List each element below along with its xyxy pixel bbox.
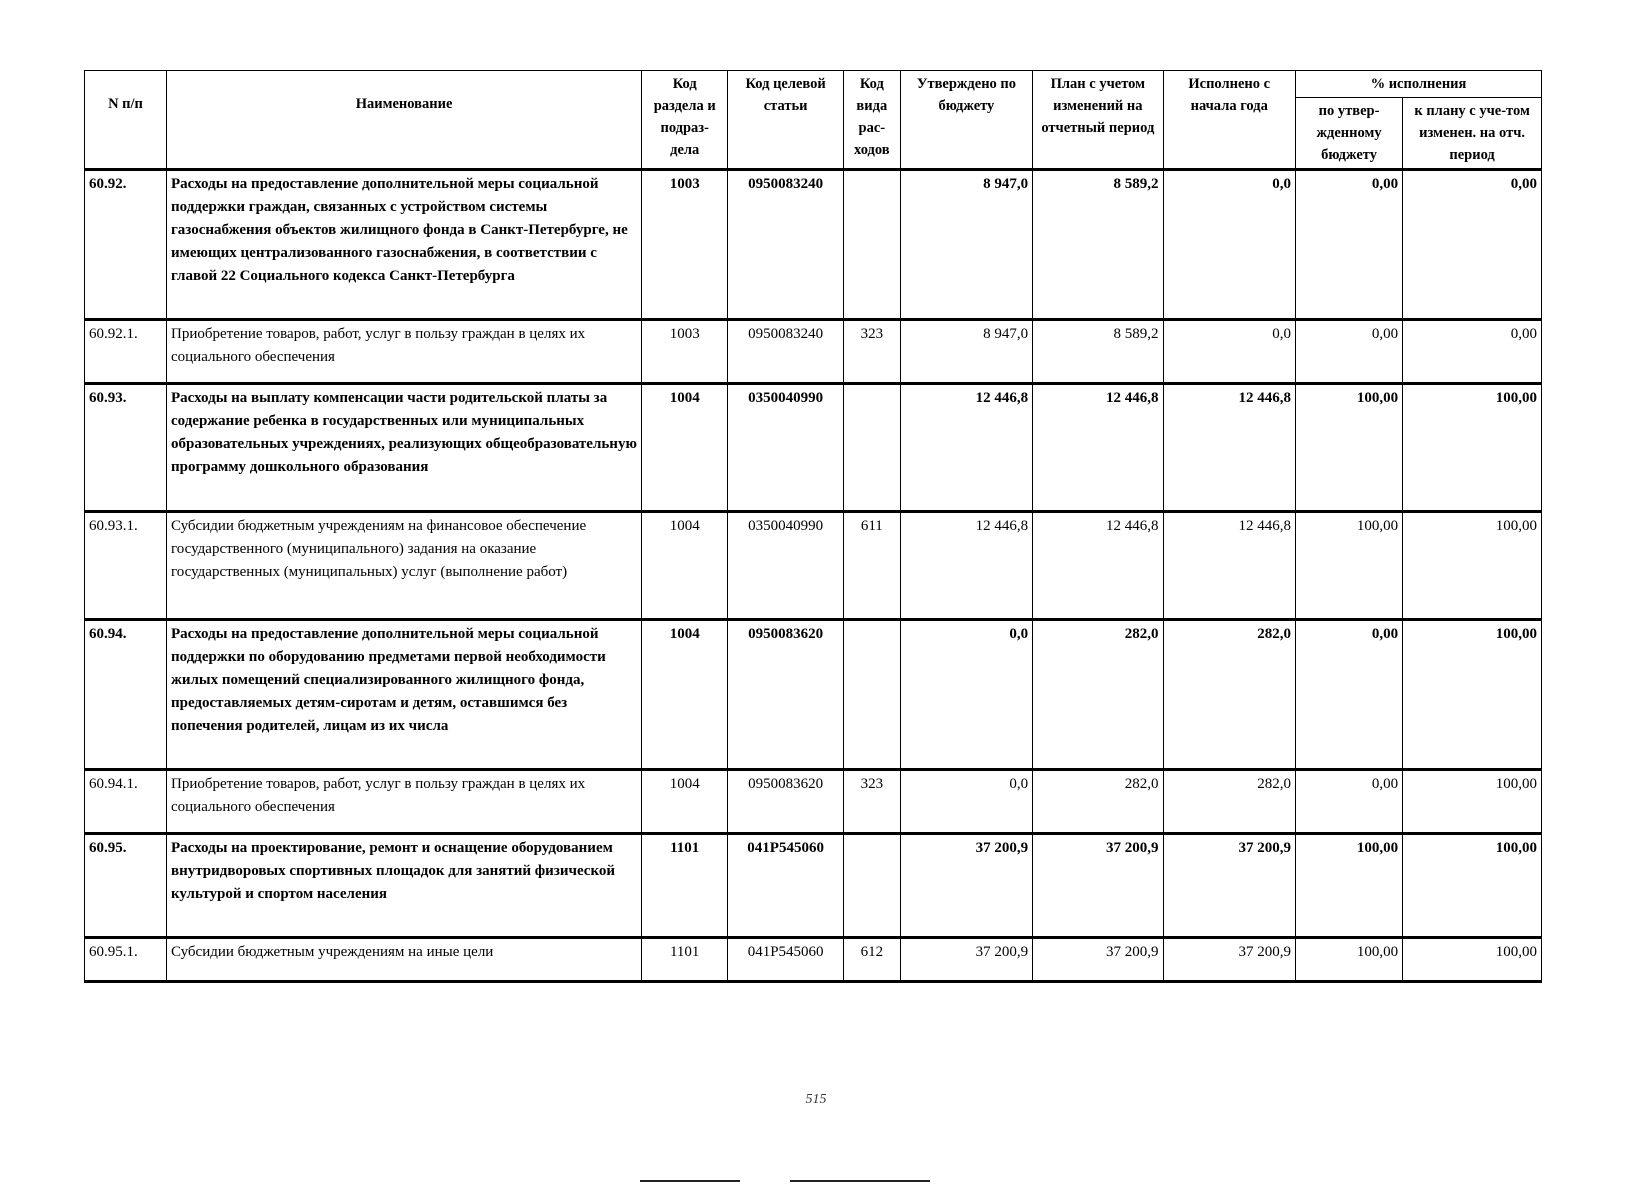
row-target-code: 041P545060 [728,938,844,982]
row-expense-type: 323 [843,320,900,384]
row-name: Приобретение товаров, работ, услуг в пользу граждан в целях их социального обеспечения [166,320,641,384]
row-approved: 8 947,0 [900,170,1032,320]
row-id: 60.95. [85,834,167,938]
header-approved: Утверждено по бюджету [900,71,1032,170]
row-section-code: 1004 [642,770,728,834]
header-target-code: Код целевой статьи [728,71,844,170]
row-plan: 8 589,2 [1033,170,1163,320]
row-pct-approved: 0,00 [1295,770,1402,834]
row-approved: 0,0 [900,620,1032,770]
row-expense-type [843,834,900,938]
row-pct-approved: 0,00 [1295,320,1402,384]
row-target-code: 0950083240 [728,320,844,384]
table-row [85,320,1542,384]
footer-rule [640,1180,740,1182]
table-row [85,384,1542,512]
budget-execution-table [84,70,1542,983]
row-pct-plan: 100,00 [1403,620,1542,770]
row-plan: 8 589,2 [1033,320,1163,384]
row-approved: 8 947,0 [900,320,1032,384]
row-section-code: 1004 [642,512,728,620]
row-id: 60.95.1. [85,938,167,982]
row-expense-type: 323 [843,770,900,834]
row-pct-plan: 100,00 [1403,938,1542,982]
row-plan: 282,0 [1033,770,1163,834]
row-approved: 12 446,8 [900,512,1032,620]
page-number: 515 [805,1092,827,1107]
row-plan: 37 200,9 [1033,938,1163,982]
table-row [85,938,1542,982]
row-name: Субсидии бюджетным учреждениям на иные цели [166,938,641,982]
row-executed: 37 200,9 [1163,938,1295,982]
row-executed: 12 446,8 [1163,384,1295,512]
row-pct-plan: 100,00 [1403,384,1542,512]
row-target-code: 0950083240 [728,170,844,320]
row-pct-approved: 100,00 [1295,938,1402,982]
row-name: Расходы на предоставление дополнительной меры социальной поддержки по оборудованию предметами первой необходимости жилых помещений специализированного жилищного фонда, предоставляемых детям-сиротам и детям, оставшимся без попечения родителей, лицам из их числа [166,620,641,770]
row-target-code: 0950083620 [728,620,844,770]
row-expense-type [843,384,900,512]
table-row [85,170,1542,320]
row-name: Расходы на выплату компенсации части родительской платы за содержание ребенка в государственных или муниципальных образовательных учреждениях, реализующих общеобразовательную программу дошкольного образования [166,384,641,512]
row-approved: 0,0 [900,770,1032,834]
header-executed: Исполнено с начала года [1163,71,1295,170]
row-id: 60.93.1. [85,512,167,620]
row-expense-type [843,620,900,770]
row-name: Расходы на проектирование, ремонт и оснащение оборудованием внутридворовых спортивных площадок для занятий физической культурой и спортом населения [166,834,641,938]
row-target-code: 0350040990 [728,512,844,620]
row-section-code: 1004 [642,384,728,512]
row-executed: 12 446,8 [1163,512,1295,620]
row-expense-type [843,170,900,320]
header-plan: План с учетом изменений на отчетный период [1033,71,1163,170]
row-section-code: 1003 [642,320,728,384]
row-approved: 37 200,9 [900,834,1032,938]
budget-table-container [84,70,1542,983]
row-executed: 282,0 [1163,620,1295,770]
row-plan: 282,0 [1033,620,1163,770]
row-pct-approved: 100,00 [1295,512,1402,620]
row-approved: 37 200,9 [900,938,1032,982]
header-npp: N п/п [85,71,167,170]
row-name: Субсидии бюджетным учреждениям на финансовое обеспечение государственного (муниципального) задания на оказание государственных (муниципальных) услуг (выполнение работ) [166,512,641,620]
row-target-code: 0950083620 [728,770,844,834]
row-id: 60.93. [85,384,167,512]
table-row [85,770,1542,834]
header-section-code: Код раздела и подраз-дела [642,71,728,170]
row-pct-approved: 0,00 [1295,170,1402,320]
row-executed: 37 200,9 [1163,834,1295,938]
header-pct-approved: по утвер-жденному бюджету [1295,98,1402,170]
row-id: 60.92. [85,170,167,320]
header-pct-plan: к плану с уче-том изменен. на отч. период [1403,98,1542,170]
table-row [85,620,1542,770]
row-section-code: 1101 [642,938,728,982]
row-name: Расходы на предоставление дополнительной меры социальной поддержки граждан, связанных с устройством системы газоснабжения объектов жилищного фонда в Санкт-Петербурге, не имеющих централизованного газоснабжения, в соответствии с главой 22 Социального кодекса Санкт-Петербурга [166,170,641,320]
header-pct-group: % исполнения [1295,71,1541,98]
row-approved: 12 446,8 [900,384,1032,512]
row-name: Приобретение товаров, работ, услуг в пользу граждан в целях их социального обеспечения [166,770,641,834]
row-executed: 0,0 [1163,320,1295,384]
row-plan: 12 446,8 [1033,384,1163,512]
row-pct-approved: 0,00 [1295,620,1402,770]
header-expense-type: Код вида рас-ходов [843,71,900,170]
header-name: Наименование [166,71,641,170]
table-header [85,71,1542,170]
row-target-code: 041P545060 [728,834,844,938]
row-pct-approved: 100,00 [1295,384,1402,512]
row-expense-type: 612 [843,938,900,982]
row-id: 60.92.1. [85,320,167,384]
row-section-code: 1003 [642,170,728,320]
row-target-code: 0350040990 [728,384,844,512]
row-pct-plan: 0,00 [1403,170,1542,320]
row-id: 60.94. [85,620,167,770]
row-pct-plan: 100,00 [1403,770,1542,834]
row-pct-plan: 0,00 [1403,320,1542,384]
row-section-code: 1101 [642,834,728,938]
table-row [85,834,1542,938]
row-executed: 282,0 [1163,770,1295,834]
row-pct-plan: 100,00 [1403,834,1542,938]
row-plan: 37 200,9 [1033,834,1163,938]
row-id: 60.94.1. [85,770,167,834]
row-section-code: 1004 [642,620,728,770]
table-body [85,170,1542,982]
row-expense-type: 611 [843,512,900,620]
footer-rule [790,1180,930,1182]
table-row [85,512,1542,620]
row-pct-plan: 100,00 [1403,512,1542,620]
row-executed: 0,0 [1163,170,1295,320]
row-pct-approved: 100,00 [1295,834,1402,938]
row-plan: 12 446,8 [1033,512,1163,620]
